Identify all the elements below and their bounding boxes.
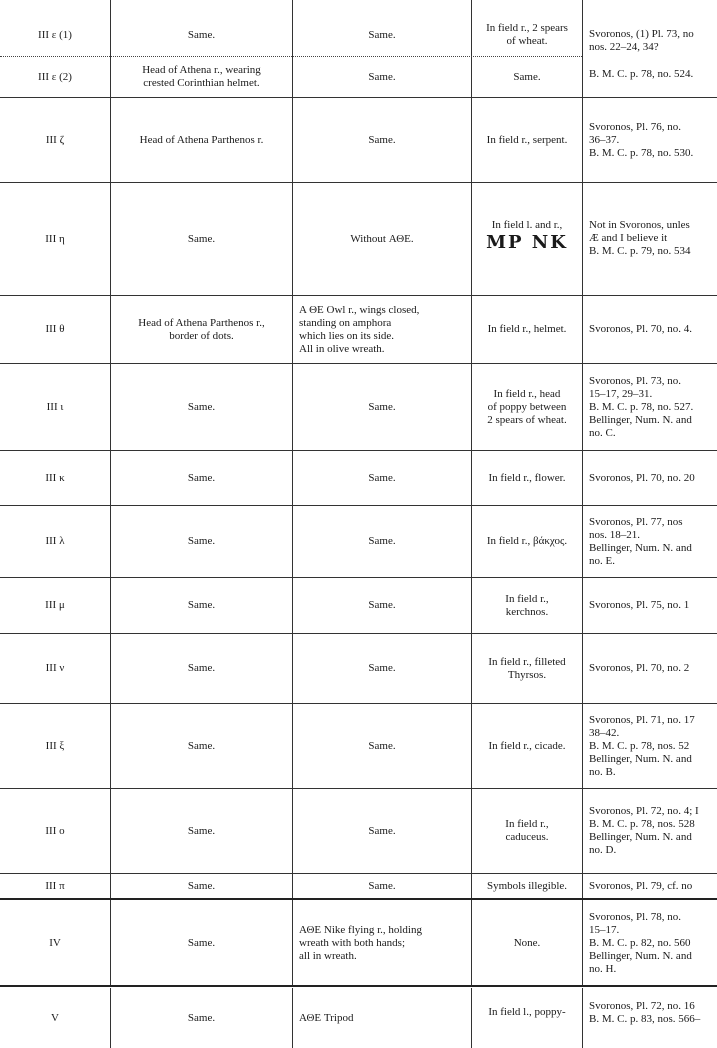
obverse-cell: Same. [187,471,216,484]
obverse-cell: Same. [187,400,216,413]
row-id: III ζ [45,133,65,146]
reference-cell [583,789,717,873]
row-id: III η [45,232,65,245]
reference-cell [583,57,717,97]
table-row [0,988,717,1048]
row-id: III ε (1) [38,28,72,41]
reverse-cell: Same. [368,471,396,484]
reference-text: Svoronos, Pl. 70, no. 2 [589,662,690,674]
obverse-cell: Same. [187,1011,216,1024]
symbol-text: In field r., kerchnos. [505,592,549,618]
reverse-cell: Without ΑΘΕ. [350,232,414,245]
symbol-cell [472,364,582,450]
table-row [0,704,717,788]
obverse-cell: Head of Athena Parthenos r. [139,133,264,146]
table-row [0,634,717,703]
obverse-cell [111,57,292,97]
reference-text: Svoronos, Pl. 75, no. 1 [589,599,690,611]
symbol-cell: In field r., serpent. [486,133,568,146]
reverse-cell: Same. [368,739,396,752]
reference-text: Svoronos, Pl. 78, no. 15–17. B. M. C. p. 82, no. 560 Bellinger, Num. N. and no. H. [589,910,692,975]
reference-cell [583,874,717,898]
reverse-cell: Same. [368,70,396,83]
symbol-text: In field r., 2 spears of wheat. [486,22,568,47]
table-row [0,14,717,56]
reverse-cell: Same. [368,28,396,41]
reference-text: Svoronos, Pl. 73, no. 15–17, 29–31. B. M. C. p. 78, no. 527. Bellinger, Num. N. and no. C. [589,374,694,439]
table-row [0,451,717,505]
symbol-cell: In field r., flower. [488,471,566,484]
reverse-cell: Same. [368,879,396,892]
reference-text: Svoronos, (1) Pl. 73, no nos. 22–24, 34? [589,28,694,53]
symbol-cell: In field r., βάκχος. [486,535,568,547]
obverse-cell: Same. [187,824,216,837]
row-id: III ι [46,400,64,413]
row-id: III μ [45,599,65,611]
reference-text: Svoronos, Pl. 70, no. 20 [589,471,695,484]
reverse-cell: Same. [368,535,396,547]
reverse-cell: Same. [368,133,396,146]
row-id: III ε (2) [38,70,72,83]
row-id: III λ [45,535,65,547]
symbol-cell: In field r., cicade. [488,739,566,752]
monogram-icon: ΜΡ ΝΚ [486,232,568,253]
row-id: III κ [45,471,65,484]
reverse-cell: Same. [368,662,396,674]
obverse-cell: Same. [187,739,216,752]
row-id: III ν [45,662,65,674]
reverse-cell: Same. [368,824,396,837]
reference-cell [583,578,717,633]
symbol-text: In field l. and r., [491,219,563,231]
row-id: III ξ [45,739,65,752]
reference-cell [583,451,717,505]
row-id: III θ [45,323,65,335]
symbol-cell [472,578,582,633]
reverse-cell: ΑΘΕ Tripod [299,1011,354,1024]
symbol-cell [472,789,582,873]
symbol-cell [472,634,582,703]
reference-cell [583,901,717,985]
section-divider [0,985,717,987]
table-row [0,506,717,577]
reference-text: Svoronos, Pl. 72, no. 4; I B. M. C. p. 78, nos. 528 Bellinger, Num. N. and no. D. [589,805,699,856]
reference-cell [583,98,717,182]
table-row [0,364,717,450]
table-row [0,296,717,363]
row-id: III ο [45,824,65,837]
obverse-cell [111,296,292,363]
reference-text: Svoronos, Pl. 71, no. 17 38–42. B. M. C. p. 78, nos. 52 Bellinger, Num. N. and no. B. [589,713,695,778]
obverse-text: Head of Athena r., wearing crested Corinthian helmet. [142,64,261,89]
symbol-cell: Same. [513,70,541,83]
row-id: V [51,1011,59,1024]
reference-text: Svoronos, Pl. 76, no. 36–37. B. M. C. p. 78, no. 530. [589,120,694,159]
reverse-text: ΑΘΕ Nike flying r., holding wreath with both hands; all in wreath. [299,923,422,962]
reverse-text: Α ΘΕ Owl r., wings closed, standing on amphora which lies on its side. All in olive wreath. [299,303,420,355]
reverse-cell [293,296,471,363]
symbol-cell [472,988,582,1048]
reference-cell [583,183,717,295]
symbol-text: In field l., poppy- [488,1006,566,1018]
section-divider [0,898,717,900]
symbol-cell: Symbols illegible. [486,879,568,892]
table-row [0,901,717,985]
reverse-cell: Same. [368,599,396,611]
reference-text: Svoronos, Pl. 77, nos nos. 18–21. Bellinger, Num. N. and no. E. [589,515,692,567]
table-row [0,183,717,295]
reference-cell [583,14,717,56]
table-row [0,57,717,97]
reverse-cell [293,901,471,985]
table-row [0,789,717,873]
reference-text: B. M. C. p. 78, no. 524. [589,68,694,80]
reference-cell [583,364,717,450]
reference-cell [583,506,717,577]
table-row [0,874,717,898]
obverse-cell: Same. [187,232,216,245]
reference-text: Not in Svoronos, unles Æ and I believe it B. M. C. p. 79, no. 534 [589,219,691,257]
reference-text: Svoronos, Pl. 70, no. 4. [589,323,692,335]
reference-cell [583,634,717,703]
table-row [0,98,717,182]
symbol-cell [472,14,582,56]
row-id: IV [49,936,61,949]
symbol-text: In field r., filleted Thyrsos. [488,655,566,681]
reference-cell [583,296,717,363]
reference-text: Svoronos, Pl. 79, cf. no [589,879,693,892]
obverse-cell: Same. [187,535,216,547]
obverse-cell: Same. [187,28,216,41]
reference-text: Svoronos, Pl. 72, no. 16 B. M. C. p. 83, nos. 566– [589,1000,701,1025]
reference-cell [583,988,717,1048]
obverse-cell: Same. [187,879,216,892]
symbol-cell: In field r., helmet. [487,323,567,335]
row-id: III π [45,879,65,892]
symbol-cell: None. [513,936,541,949]
obverse-cell: Same. [187,599,216,611]
reference-cell [583,704,717,788]
obverse-text: Head of Athena Parthenos r., border of dots. [138,316,265,342]
symbol-text: In field r., caduceus. [505,818,549,843]
reverse-cell: Same. [368,400,396,413]
obverse-cell: Same. [187,662,216,674]
table-row [0,578,717,633]
symbol-text: In field r., head of poppy between 2 spears of wheat. [487,387,567,426]
obverse-cell: Same. [187,936,216,949]
symbol-cell [472,183,582,295]
